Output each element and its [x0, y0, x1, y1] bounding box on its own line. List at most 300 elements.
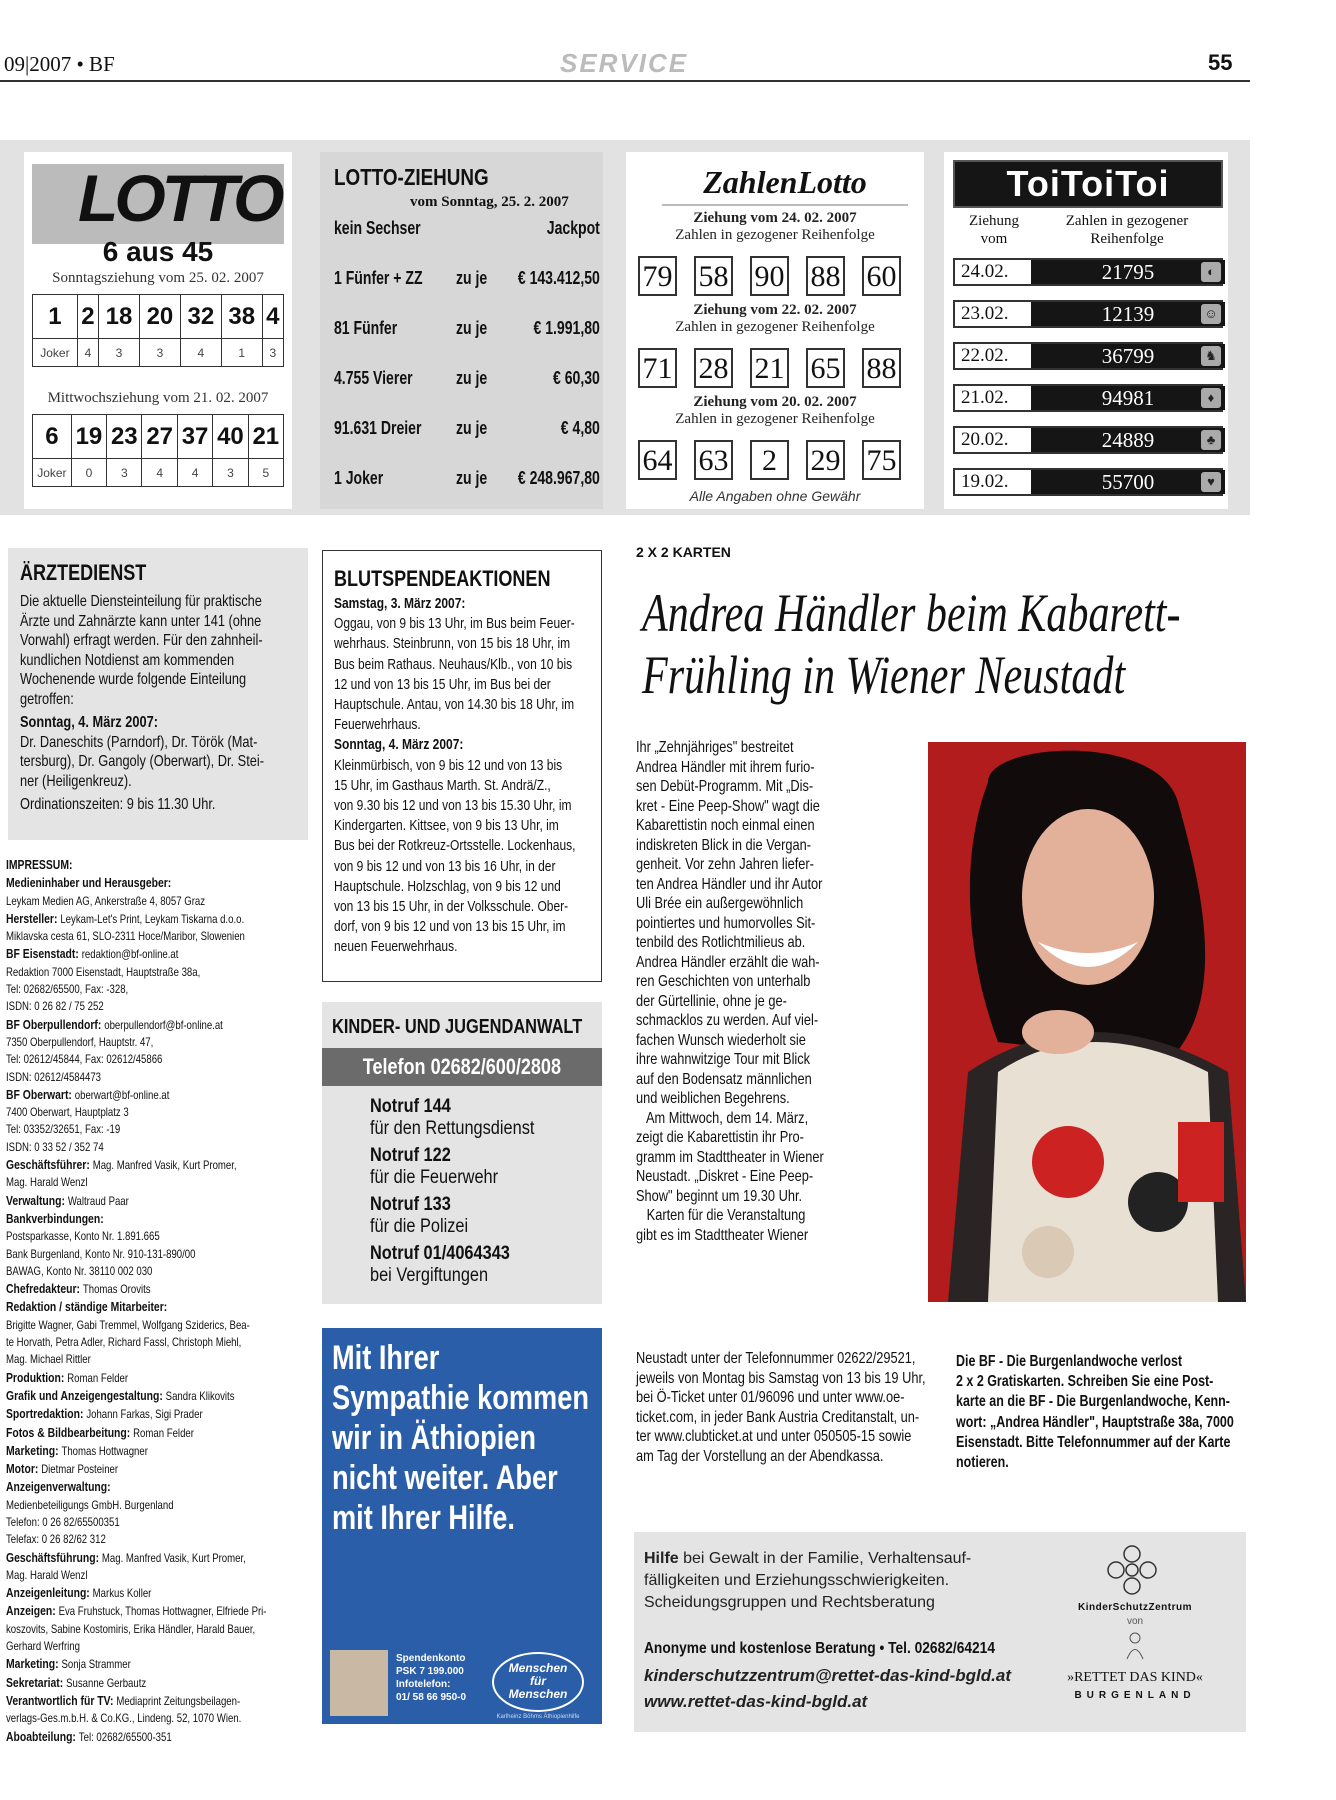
- article-line: sen Debüt-Programm. Mit „Dis-: [636, 778, 814, 795]
- ziehung-row-amount: € 60,30: [552, 368, 600, 388]
- impressum-line: [6, 1228, 294, 1245]
- draw2-table: [32, 414, 284, 487]
- notruf-desc: für die Polizei: [370, 1216, 469, 1237]
- toitoitoi-row: [953, 300, 1223, 328]
- draw1-table: [32, 294, 284, 367]
- ziehung-row-mult: zu je: [456, 418, 488, 438]
- ks-logo-2: von: [1126, 1616, 1144, 1627]
- arzt-line: kundlichen Notdienst am kommenden: [20, 651, 235, 669]
- impressum-key: Sportredaktion:: [6, 1406, 87, 1422]
- impressum-line: [6, 1246, 294, 1263]
- article-line: der Gürtellinie, ohne je ge-: [636, 992, 787, 1010]
- zl-number: 64: [638, 440, 677, 480]
- page-number: 55: [1208, 50, 1233, 75]
- blut-line: Samstag, 3. März 2007:: [334, 595, 466, 612]
- blut-line: dorf, von 9 bis 12 und von 13 bis 15 Uhr, im: [334, 918, 566, 936]
- impressum-value: Brigitte Wagner, Gabi Tremmel, Wolfgang Sziderics, Bea-: [6, 1317, 250, 1332]
- ziehung-row-mult: zu je: [456, 368, 488, 388]
- ziehung-title: LOTTO-ZIEHUNG: [334, 164, 489, 190]
- ks-logo-4: BURGENLAND: [1074, 1690, 1196, 1701]
- zl-number: 63: [694, 440, 733, 480]
- blut-line: von 9 bis 12 und von 13 bis 16 Uhr, in der: [334, 857, 556, 875]
- impressum-line: [6, 893, 294, 910]
- ziehung-row-amount: € 4,80: [560, 418, 600, 438]
- kinderschutz-text: [644, 1548, 971, 1614]
- impressum-value: Roman Felder: [133, 1425, 194, 1440]
- zl-number: 79: [638, 256, 677, 296]
- child-icon: [1124, 1632, 1146, 1660]
- impressum-line: [6, 1387, 294, 1405]
- zl-draw-sublabel: Zahlen in gezogener Reihenfolge: [675, 319, 875, 335]
- ks-logo-1: KinderSchutzZentrum: [1078, 1602, 1192, 1613]
- impressum: [6, 856, 294, 1746]
- article-line: Karten für die Veranstaltung: [636, 1207, 806, 1224]
- zl-number: 58: [694, 256, 733, 296]
- draw1-number: 20: [139, 295, 180, 339]
- draw1-number: 38: [221, 295, 262, 339]
- draw1-number: 1: [33, 295, 78, 339]
- impressum-line: [6, 1514, 294, 1531]
- draw1-joker: 4: [77, 339, 98, 367]
- impressum-value: ISDN: 02612/4584473: [6, 1069, 102, 1084]
- issue-label: 09|2007 • BF: [4, 52, 115, 76]
- impressum-line: [6, 1139, 294, 1156]
- arzt-body: [20, 592, 292, 815]
- arzt-line: Vorwahl) erfragt werden. Für den zahnheil-: [20, 632, 263, 649]
- impressum-value: Postsparkasse, Konto Nr. 1.891.665: [6, 1229, 160, 1244]
- impressum-line: [6, 1351, 294, 1368]
- article-line: Uli Brée ein außergewöhnlich: [636, 895, 804, 912]
- impressum-line: [6, 1602, 294, 1620]
- article-line: ihre wahnwitzige Tour mit Blick: [636, 1051, 811, 1068]
- ad-line: Sympathie kommen: [332, 1379, 589, 1417]
- draw1-number: 4: [262, 295, 283, 339]
- zl-number: 75: [862, 440, 901, 480]
- blut-line: Sonntag, 4. März 2007:: [334, 736, 464, 754]
- article-line: ter www.clubticket.at und unter 050505-15 sowie: [636, 1428, 912, 1445]
- toitoitoi-number-text: 21795: [1101, 260, 1155, 284]
- article-line: auf den Bodensatz männlichen: [636, 1070, 812, 1088]
- zl-draw-label: Ziehung vom 20. 02. 2007: [693, 394, 857, 410]
- draw1-number: 2: [77, 295, 98, 339]
- impressum-line: [6, 1638, 294, 1655]
- impressum-key: IMPRESSUM:: [6, 857, 73, 872]
- zl-number: 90: [750, 256, 789, 296]
- toitoitoi-number: [1031, 428, 1225, 452]
- draw1-joker: 4: [180, 339, 221, 367]
- zl-number: 21: [750, 348, 789, 388]
- ziehung-row-amount: Jackpot: [546, 218, 600, 238]
- ad-konto-line: Spendenkonto: [396, 1653, 466, 1664]
- zl-number: 65: [806, 348, 845, 388]
- zl-draw-label: Ziehung vom 24. 02. 2007: [693, 210, 857, 226]
- ad-photo: [330, 1650, 388, 1716]
- impressum-line: [6, 1710, 294, 1727]
- impressum-value: Medienbeteiligungs GmbH. Burgenland: [6, 1497, 174, 1512]
- ziehung-row-label: 81 Fünfer: [334, 318, 398, 338]
- impressum-value: Waltraud Paar: [67, 1193, 129, 1208]
- lucky-symbol-icon: ♣: [1201, 430, 1221, 450]
- ks-line-text: bei Gewalt in der Familie, Verhaltensauf-: [678, 1550, 972, 1567]
- notruf-number: Notruf 01/4064343: [370, 1243, 510, 1264]
- impressum-line: [6, 981, 294, 998]
- article-line: Show" beginnt um 19.30 Uhr.: [636, 1187, 803, 1205]
- impressum-value: redaktion@bf-online.at: [81, 947, 179, 962]
- article-line: kret - Eine Peep-Show" wagt die: [636, 797, 820, 815]
- impressum-key: Verwaltung:: [6, 1192, 68, 1208]
- zl-number: 88: [806, 256, 845, 296]
- impressum-line: [6, 945, 294, 963]
- impressum-line: [6, 1334, 294, 1351]
- impressum-value: Gerhard Werfring: [6, 1639, 80, 1654]
- impressum-line: [6, 1442, 294, 1460]
- impressum-key: Produktion:: [6, 1369, 68, 1385]
- draw2-joker: 5: [248, 459, 283, 487]
- lucky-symbol-icon: ♞: [1201, 346, 1221, 366]
- article-line: tenbild des Rotlichtmilieus ab.: [636, 934, 806, 951]
- blut-line: Bus beim Rathaus. Neuhaus/Klb., von 10 bis: [334, 655, 573, 673]
- ad-konto-line: Infotelefon:: [396, 1679, 451, 1690]
- promo-line: karte an die BF - Die Burgenlandwoche, Kenn-: [956, 1393, 1230, 1411]
- impressum-line: [6, 1567, 294, 1584]
- portrait-illustration: [928, 742, 1246, 1302]
- impressum-value: Tel: 02682/65500-351: [78, 1729, 172, 1744]
- toitoitoi-col2: Zahlen in gezogener Reihenfolge: [1065, 213, 1189, 247]
- impressum-value: Tel: 02612/45844, Fax: 02612/45866: [6, 1052, 163, 1067]
- article-line: indiskreten Blick in die Vergan-: [636, 836, 812, 854]
- article-line: Am Mittwoch, dem 14. März,: [636, 1109, 809, 1127]
- impressum-value: ISDN: 0 26 82 / 75 252: [6, 999, 104, 1014]
- draw1-joker: 1: [221, 339, 262, 367]
- impressum-line: [6, 928, 294, 945]
- draw2-number: 40: [213, 415, 248, 459]
- zl-draw-label: Ziehung vom 22. 02. 2007: [693, 302, 857, 318]
- impressum-key: Grafik und Anzeigengestaltung:: [6, 1387, 166, 1403]
- toitoitoi-row: [953, 384, 1223, 412]
- ad-line: mit Ihrer Hilfe.: [332, 1499, 515, 1537]
- impressum-key: Fotos & Bildbearbeitung:: [6, 1424, 134, 1440]
- ziehung-row-amount: € 1.991,80: [533, 318, 600, 338]
- article-line: fachen Wunsch wiederholt sie: [636, 1031, 806, 1049]
- lotto-logo: LOTTO: [78, 161, 281, 235]
- draw2-number: 19: [71, 415, 106, 459]
- article-line: jeweils von Montag bis Samstag von 13 bis 19 Uhr,: [636, 1369, 926, 1387]
- arzt-line: Die aktuelle Diensteinteilung für praktische: [20, 593, 262, 610]
- impressum-key: Anzeigen:: [6, 1603, 59, 1619]
- blut-body: [334, 594, 598, 958]
- lucky-symbol-icon: ☺: [1201, 304, 1221, 324]
- draw2-number: 23: [107, 415, 142, 459]
- draw2-label: Mittwochsziehung vom 21. 02. 2007: [47, 390, 269, 406]
- toitoitoi-number: [1031, 386, 1225, 410]
- lucky-symbol-icon: ♥: [1201, 472, 1221, 492]
- impressum-line: [6, 874, 294, 892]
- impressum-key: Bankverbindungen:: [6, 1210, 104, 1226]
- impressum-line: [6, 1497, 294, 1514]
- impressum-value: ISDN: 0 33 52 / 352 74: [6, 1139, 104, 1154]
- notruf-number: Notruf 144: [370, 1096, 451, 1117]
- article-line: Andrea Händler mit ihrem furio-: [636, 758, 815, 776]
- toitoitoi-row: [953, 468, 1223, 496]
- ks-logo-3: »RETTET DAS KIND«: [1067, 1670, 1203, 1685]
- impressum-key: Marketing:: [6, 1656, 62, 1672]
- impressum-line: [6, 1034, 294, 1051]
- toitoitoi-row: [953, 342, 1223, 370]
- article-headline: [642, 582, 1181, 706]
- impressum-line: [6, 1478, 294, 1496]
- impressum-value: 7400 Oberwart, Hauptplatz 3: [6, 1105, 129, 1120]
- promo-line: 2 x 2 Gratiskarten. Schreiben Sie eine Post-: [956, 1373, 1214, 1391]
- impressum-key: Geschäftsführer:: [6, 1157, 93, 1173]
- article-line: ren Geschichten von unterhalb: [636, 973, 811, 990]
- impressum-value: Leykam Medien AG, Ankerstraße 4, 8057 Graz: [6, 893, 206, 908]
- kinderschutz-beratung: Anonyme und kostenlose Beratung • Tel. 02682/64214: [644, 1640, 995, 1657]
- lotto-subtitle: 6 aus 45: [102, 236, 214, 267]
- impressum-value: Markus Koller: [92, 1586, 152, 1601]
- promo-text: [956, 1352, 1237, 1473]
- draw1-label: Sonntagsziehung vom 25. 02. 2007: [52, 270, 264, 286]
- draw1-joker: Joker: [33, 339, 78, 367]
- impressum-line: [6, 1460, 294, 1478]
- impressum-value: Mag. Harald Wenzl: [6, 1567, 88, 1582]
- impressum-value: Sandra Klikovits: [165, 1388, 235, 1403]
- article-line: Ihr „Zehnjähriges" bestreitet: [636, 739, 794, 756]
- impressum-line: [6, 1156, 294, 1174]
- toitoitoi-number-text: 94981: [1101, 386, 1155, 410]
- notruf-number: Notruf 122: [370, 1145, 451, 1166]
- ks-line: fälligkeiten und Erziehungsschwierigkeiten.: [644, 1572, 950, 1589]
- zl-number: 60: [862, 256, 901, 296]
- ad-konto-line: PSK 7 199.000: [396, 1666, 464, 1677]
- impressum-line: [6, 1086, 294, 1104]
- ad-logo-sub: Karlheinz Böhms Äthiopienhilfe: [496, 1714, 580, 1720]
- blut-line: Feuerwehrhaus.: [334, 716, 421, 734]
- ziehung-row-amount: € 248.967,80: [517, 468, 600, 488]
- impressum-key: Sekretariat:: [6, 1674, 67, 1690]
- article-body: [636, 738, 860, 1245]
- zahlenlotto-logo: ZahlenLotto: [662, 160, 908, 206]
- draw2-number: 21: [248, 415, 283, 459]
- impressum-value: Thomas Hottwagner: [61, 1443, 148, 1458]
- notruf-number: Notruf 133: [370, 1194, 451, 1215]
- ad-line: wir in Äthiopien: [332, 1419, 536, 1457]
- article-line: Neustadt unter der Telefonnummer 02622/29521,: [636, 1350, 916, 1367]
- impressum-value: Mediaprint Zeitungsbeilagen-: [116, 1693, 241, 1708]
- ad-logo-1: Menschen: [508, 1661, 568, 1675]
- impressum-key: Motor:: [6, 1461, 42, 1477]
- draw2-joker: 3: [107, 459, 142, 487]
- ziehung-row-label: 91.631 Dreier: [334, 418, 422, 438]
- impressum-key: Geschäftsführung:: [6, 1549, 102, 1565]
- article-line: und weiblichen Begehrens.: [636, 1090, 790, 1107]
- kinderschutz-web[interactable]: www.rettet-das-kind-bgld.at: [644, 1692, 868, 1711]
- impressum-line: [6, 964, 294, 981]
- impressum-key: BF Oberwart:: [6, 1086, 75, 1102]
- arzt-doctor-line: Dr. Daneschits (Parndorf), Dr. Török (Mat-: [20, 733, 258, 751]
- impressum-line: [6, 1263, 294, 1280]
- draw2-number: 6: [33, 415, 72, 459]
- ad-konto: [396, 1652, 466, 1704]
- impressum-line: [6, 1192, 294, 1210]
- impressum-value: Mag. Harald Wenzl: [6, 1175, 88, 1190]
- notruf-desc: für die Feuerwehr: [370, 1167, 499, 1188]
- impressum-key: Medieninhaber und Herausgeber:: [6, 875, 172, 891]
- blut-line: Bus bei der Rotkreuz-Ortsstelle. Lockenhaus,: [334, 837, 576, 855]
- impressum-line: [6, 1298, 294, 1316]
- impressum-value: Sonja Strammer: [61, 1657, 131, 1672]
- ad-logo-2: für: [530, 1674, 546, 1688]
- draw2-number: 27: [142, 415, 177, 459]
- ad-line: nicht weiter. Aber: [332, 1459, 558, 1497]
- impressum-key: BF Oberpullendorf:: [6, 1016, 105, 1032]
- draw2-joker: 3: [213, 459, 248, 487]
- toitoitoi-col1: Ziehung vom: [969, 213, 1019, 247]
- page-header: [0, 40, 1250, 82]
- impressum-value: Telefon: 0 26 82/65500351: [6, 1514, 120, 1529]
- blut-line: Kleinmürbisch, von 9 bis 12 und von 13 bis: [334, 756, 563, 774]
- impressum-line: [6, 1424, 294, 1442]
- draw2-joker: Joker: [33, 459, 72, 487]
- blut-line: Oggau, von 9 bis 13 Uhr, im Bus beim Feuer-: [334, 615, 575, 633]
- impressum-value: Eva Fruhstuck, Thomas Hottwagner, Elfriede Pri-: [58, 1604, 267, 1619]
- article-line: genheit. Vor zehn Jahren liefer-: [636, 856, 814, 873]
- zl-number: 29: [806, 440, 845, 480]
- impressum-key: BF Eisenstadt:: [6, 946, 82, 962]
- kinderschutz-email[interactable]: kinderschutzzentrum@rettet-das-kind-bgld.at: [644, 1666, 1011, 1685]
- toitoitoi-date: 22.02.: [955, 344, 1031, 368]
- blut-line: von 9.30 bis 12 und von 13 bis 15.30 Uhr, im: [334, 797, 572, 815]
- toitoitoi-number-text: 36799: [1101, 344, 1155, 368]
- impressum-value: BAWAG, Konto Nr. 38110 002 030: [6, 1263, 153, 1278]
- impressum-key: Chefredakteur:: [6, 1281, 83, 1297]
- article-line: gramm im Stadttheater in Wiener: [636, 1148, 824, 1166]
- arzt-doctor-line: tersburg), Dr. Gangoly (Oberwart), Dr. Stei-: [20, 753, 264, 770]
- ks-hilfe: Hilfe: [644, 1550, 679, 1567]
- impressum-value: Johann Farkas, Sigi Prader: [86, 1407, 203, 1422]
- ziehung-row-label: 1 Fünfer + ZZ: [334, 268, 423, 288]
- impressum-line: [6, 856, 294, 874]
- headline-line-1: Andrea Händler beim Kabarett-: [642, 583, 1181, 643]
- ks-line: Scheidungsgruppen und Rechtsberatung: [644, 1594, 935, 1611]
- toitoitoi-date: 20.02.: [955, 428, 1031, 452]
- zl-number: 2: [750, 440, 789, 480]
- impressum-line: [6, 1016, 294, 1034]
- impressum-value: Mag. Manfred Vasik, Kurt Promer,: [101, 1550, 246, 1565]
- arzt-doctor-line: ner (Heiligenkreuz).: [20, 772, 132, 790]
- impressum-key: Anzeigenverwaltung:: [6, 1479, 111, 1495]
- blut-line: von 13 bis 15 Uhr, in der Volksschule. Ober-: [334, 898, 569, 916]
- ziehung-row-label: kein Sechser: [334, 218, 421, 238]
- article-line: ticket.com, in jeder Bank Austria Creditanstalt, un-: [636, 1408, 920, 1426]
- impressum-line: [6, 1674, 294, 1692]
- article-line: zeigt die Kabarettistin ihr Pro-: [636, 1129, 804, 1146]
- toitoitoi-date: 19.02.: [955, 470, 1031, 494]
- impressum-value: oberwart@bf-online.at: [74, 1087, 170, 1102]
- impressum-line: [6, 1692, 294, 1710]
- zl-draw-sublabel: Zahlen in gezogener Reihenfolge: [675, 227, 875, 243]
- draw2-joker: 0: [71, 459, 106, 487]
- lucky-symbol-icon: ◐: [1201, 262, 1221, 282]
- ziehung-row-mult: zu je: [456, 318, 488, 338]
- impressum-value: Bank Burgenland, Konto Nr. 910-131-890/00: [6, 1246, 196, 1261]
- promo-line: notieren.: [956, 1454, 1009, 1472]
- impressum-value: Tel: 02682/65500, Fax: -328,: [6, 982, 129, 997]
- blut-line: wehrhaus. Steinbrunn, von 15 bis 18 Uhr, im: [334, 635, 571, 653]
- arzt-title: ÄRZTEDIENST: [20, 560, 147, 585]
- toitoitoi-number-text: 55700: [1101, 470, 1155, 494]
- kinder-title: KINDER- UND JUGENDANWALT: [332, 1016, 583, 1038]
- impressum-value: Redaktion 7000 Eisenstadt, Hauptstraße 38a,: [6, 964, 201, 979]
- toitoitoi-number: [1031, 260, 1225, 284]
- section-title: SERVICE: [560, 48, 689, 78]
- toitoitoi-row: [953, 426, 1223, 454]
- zahlenlotto-footer: Alle Angaben ohne Gewähr: [689, 488, 861, 504]
- kinder-phone: Telefon 02682/600/2808: [362, 1054, 562, 1079]
- impressum-line: [6, 998, 294, 1015]
- impressum-line: [6, 1069, 294, 1086]
- draw2-number: 37: [177, 415, 212, 459]
- zl-draw-sublabel: Zahlen in gezogener Reihenfolge: [675, 411, 875, 427]
- ad-text: [332, 1338, 589, 1538]
- impressum-value: Susanne Gerbautz: [66, 1675, 147, 1690]
- impressum-line: [6, 1317, 294, 1334]
- impressum-value: oberpullendorf@bf-online.at: [104, 1017, 223, 1032]
- article-line: ten Andrea Händler und ihr Autor: [636, 875, 823, 893]
- impressum-line: [6, 1584, 294, 1602]
- impressum-value: 7350 Oberpullendorf, Hauptstr. 47,: [6, 1034, 154, 1049]
- article-line: Andrea Händler erzählt die wah-: [636, 953, 820, 971]
- impressum-line: [6, 1655, 294, 1673]
- impressum-line: [6, 1280, 294, 1298]
- impressum-value: Telefax: 0 26 82/62 312: [6, 1532, 106, 1547]
- impressum-line: [6, 1104, 294, 1121]
- arzt-hours: Ordinationszeiten: 9 bis 11.30 Uhr.: [20, 796, 216, 813]
- draw1-joker: 3: [262, 339, 283, 367]
- impressum-value: Leykam-Let's Print, Leykam Tiskarna d.o.o.: [60, 911, 245, 926]
- arzt-line: Ärzte und Zahnärzte kann unter 141 (ohne: [20, 612, 262, 630]
- promo-line: Eisenstadt. Bitte Telefonnummer auf der Karte: [956, 1433, 1231, 1451]
- ad-logo-3: Menschen: [508, 1687, 568, 1701]
- impressum-line: [6, 1549, 294, 1567]
- impressum-line: [6, 1210, 294, 1228]
- article-line: am Tag der Vorstellung an der Abendkassa.: [636, 1447, 884, 1465]
- blut-line: Hauptschule. Holzschlag, von 9 bis 12 und: [334, 877, 561, 895]
- toitoitoi-date: 24.02.: [955, 260, 1031, 284]
- ks-line: [644, 1548, 971, 1570]
- impressum-line: [6, 910, 294, 928]
- article-line: schmacklos zu werden. Auf viel-: [636, 1012, 819, 1029]
- toitoitoi-date: 21.02.: [955, 386, 1031, 410]
- headline-line-2: Frühling in Wiener Neustadt: [642, 645, 1126, 705]
- toitoitoi-logo: ToiToiToi: [953, 160, 1223, 208]
- blut-line: 15 Uhr, im Gasthaus Marth. St. Andrä/Z.,: [334, 776, 551, 794]
- article-photo: [928, 742, 1246, 1302]
- impressum-value: Tel: 03352/32651, Fax: -19: [6, 1122, 121, 1137]
- article-line: gibt es im Stadttheater Wiener: [636, 1226, 809, 1244]
- impressum-key: Marketing:: [6, 1442, 62, 1458]
- arzt-day: Sonntag, 4. März 2007:: [20, 714, 158, 731]
- impressum-value: koszovits, Sabine Kostomiris, Erika Händler, Harald Bauer,: [6, 1621, 256, 1636]
- impressum-value: Mag. Manfred Vasik, Kurt Promer,: [92, 1158, 237, 1173]
- impressum-key: Hersteller:: [6, 910, 61, 926]
- impressum-line: [6, 1051, 294, 1068]
- zl-number: 28: [694, 348, 733, 388]
- article-kicker: 2 X 2 KARTEN: [636, 544, 731, 560]
- article-line: Kabarettistin noch einmal einen: [636, 817, 815, 834]
- toitoitoi-number: [1031, 302, 1225, 326]
- ad-konto-line: 01/ 58 66 950-0: [396, 1692, 467, 1703]
- zl-number: 71: [638, 348, 677, 388]
